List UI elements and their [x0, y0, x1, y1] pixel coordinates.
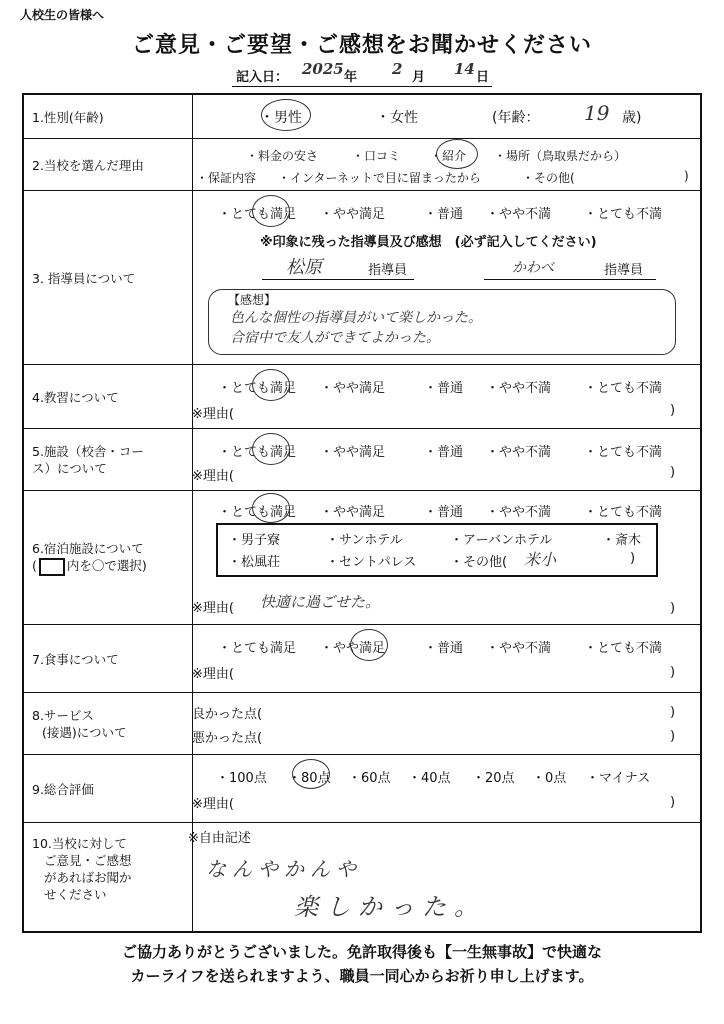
q2-referral-circle [436, 139, 478, 169]
footer-message [0, 940, 724, 988]
q7-row [24, 624, 700, 693]
q8-good-close: ) [670, 705, 676, 720]
q10-label-line3: があればお聞か [44, 870, 132, 885]
q10-free-label: ※自由記述 [188, 831, 251, 846]
q6-lodging-saint-palace[interactable]: ・セントパレス [326, 555, 417, 570]
q6-label-line1: 6.宿泊施設について [32, 541, 144, 557]
q7-label: 7.食事について [24, 625, 193, 693]
q7-scale-dissatisfied[interactable]: ・やや不満 [486, 641, 552, 656]
q9-score-20[interactable]: ・20点 [472, 771, 515, 786]
form-title: ご意見・ご要望・ご感想をお聞かせください [131, 33, 592, 58]
q2-label: 2.当校を選んだ理由 [24, 139, 193, 191]
q9-score-40[interactable]: ・40点 [408, 771, 451, 786]
q2-option-other[interactable]: ・その他( [522, 171, 575, 185]
q9-score-60[interactable]: ・60点 [348, 771, 391, 786]
date-day-unit: 日 [476, 70, 490, 85]
q1-male-option[interactable]: ・男性 [260, 110, 302, 126]
q3-instructor2-name[interactable]: かわべ [512, 260, 554, 276]
q5-scale-neutral[interactable]: ・普通 [424, 445, 464, 460]
q6-other-close: ) [630, 551, 636, 566]
q9-score-minus[interactable]: ・マイナス [586, 771, 651, 786]
q5-label-line2: ス）について [32, 461, 107, 476]
q7-scale-very-dissatisfied[interactable]: ・とても不満 [584, 641, 663, 656]
q2-option-referral[interactable]: ・紹介 [430, 149, 467, 163]
q3-impression-label: 【感想】 [228, 293, 277, 307]
q3-scale-very-dissatisfied[interactable]: ・とても不満 [584, 207, 663, 222]
date-month: 2 [392, 60, 403, 78]
q3-instructor2-suffix: 指導員 [604, 263, 644, 278]
q8-label [24, 693, 193, 755]
q10-row [24, 822, 700, 932]
q4-label: 4.教習について [24, 365, 193, 429]
q3-instructor1-underline [262, 279, 414, 280]
q5-scale-very-satisfied[interactable]: ・とても満足 [218, 445, 297, 460]
q7-reason-label[interactable]: ※理由( [192, 667, 234, 682]
q3-note: ※印象に残った指導員及び感想 (必ず記入してください) [260, 235, 597, 250]
q9-label: 9.総合評価 [24, 755, 193, 823]
q6-other-value[interactable]: 米小 [524, 550, 557, 569]
q4-scale-very-dissatisfied[interactable]: ・とても不満 [584, 381, 663, 396]
q4-reason-close: ) [670, 403, 676, 418]
q2-option-location[interactable]: ・場所（鳥取県だから） [494, 149, 627, 163]
q6-lodging-shofuso[interactable]: ・松風荘 [228, 555, 281, 570]
q9-row [24, 754, 700, 823]
q1-female-option[interactable]: ・女性 [376, 110, 418, 126]
q5-scale-very-dissatisfied[interactable]: ・とても不満 [584, 445, 663, 460]
date-label: 記入日： [236, 70, 289, 85]
q3-instructor2-underline [484, 279, 656, 280]
q3-row [24, 190, 700, 365]
q6-reason-label[interactable]: ※理由( [192, 601, 234, 616]
date-year: 2025 [302, 60, 344, 78]
q3-instructor1-suffix: 指導員 [368, 263, 408, 278]
q5-row [24, 428, 700, 491]
recipient-header: 人校生の皆様へ [20, 8, 105, 22]
q8-row [24, 692, 700, 755]
q4-scale-satisfied[interactable]: ・やや満足 [320, 381, 386, 396]
q3-impression-line1: 色んな個性の指導員がいて楽しかった。 [230, 310, 482, 326]
q8-bad-label[interactable]: 悪かった点( [192, 731, 263, 746]
q5-scale-dissatisfied[interactable]: ・やや不満 [486, 445, 552, 460]
q3-instructor1-name[interactable]: 松原 [286, 257, 322, 278]
q7-selected-circle [350, 629, 388, 661]
q8-label-line1: 8.サービス [32, 708, 94, 723]
q7-reason-close: ) [670, 665, 676, 680]
q6-label-line2: ( 内を〇で選択) [32, 557, 147, 576]
q6-label [24, 491, 193, 625]
q2-option-warranty[interactable]: ・保証内容 [196, 171, 257, 185]
q6-reason-close: ) [670, 601, 676, 616]
q9-score-100[interactable]: ・100点 [216, 771, 267, 786]
survey-form [22, 93, 702, 933]
q9-reason-close: ) [670, 795, 676, 810]
q1-male-circle [261, 99, 311, 131]
q4-selected-circle [252, 369, 290, 401]
q10-free-line1[interactable]: なんやかんや [206, 857, 362, 881]
q4-scale-neutral[interactable]: ・普通 [424, 381, 464, 396]
q10-label [24, 823, 193, 932]
q6-selected-circle [252, 493, 290, 523]
q5-label-line1: 5.施設（校舎・コー [32, 444, 144, 459]
footer-line1: ご協力ありがとうございました。免許取得後も【一生無事故】で快適な [121, 943, 602, 961]
q2-other-close: ) [684, 169, 689, 183]
q5-selected-circle [252, 433, 290, 465]
footer-line2: カーライフを送られますよう、職員一同心からお祈り申し上げます。 [130, 967, 594, 985]
q10-label-line4: せください [44, 887, 107, 902]
q3-impression-line2: 合宿中で友人ができてよかった。 [230, 330, 440, 346]
q6-reason-value: 快適に過ごせた。 [260, 593, 381, 611]
q3-selected-circle [252, 195, 290, 227]
q6-scale-satisfied[interactable]: ・やや満足 [320, 505, 386, 520]
q6-lodging-sun-hotel[interactable]: ・サンホテル [326, 533, 403, 548]
q8-label-line2: (接遇)について [42, 725, 127, 740]
q10-free-line2[interactable]: 楽しかった。 [294, 893, 486, 921]
date-month-unit: 月 [412, 70, 426, 85]
q2-option-reviews[interactable]: ・口コミ [352, 149, 401, 163]
date-field[interactable] [232, 60, 492, 87]
q2-option-price[interactable]: ・料金の安さ [246, 149, 319, 163]
q10-label-line2: ご意見・ご感想 [44, 853, 132, 868]
q1-row [24, 95, 700, 138]
q4-scale-very-satisfied[interactable]: ・とても満足 [218, 381, 297, 396]
q10-label-line1: 10.当校に対して [32, 836, 127, 851]
q6-scale-very-dissatisfied[interactable]: ・とても不満 [584, 505, 663, 520]
q9-score-0[interactable]: ・0点 [532, 771, 567, 786]
q8-bad-close: ) [670, 729, 676, 744]
q5-scale-satisfied[interactable]: ・やや満足 [320, 445, 386, 460]
q7-scale-neutral[interactable]: ・普通 [424, 641, 464, 656]
q6-lodging-box [216, 523, 658, 577]
q6-lodging-saiki[interactable]: ・斎木 [602, 533, 642, 548]
q4-scale-dissatisfied[interactable]: ・やや不満 [486, 381, 552, 396]
q6-lodging-male-dorm[interactable]: ・男子寮 [228, 533, 281, 548]
q2-option-internet[interactable]: ・インターネットで目に留まったから [278, 171, 481, 185]
q7-scale-satisfied[interactable]: ・やや満足 [320, 641, 386, 656]
q6-scale-dissatisfied[interactable]: ・やや不満 [486, 505, 552, 520]
q4-row [24, 364, 700, 429]
q2-row [24, 138, 700, 191]
date-year-unit: 年 [344, 70, 358, 85]
q6-scale-very-satisfied[interactable]: ・とても満足 [218, 505, 297, 520]
q3-scale-satisfied[interactable]: ・やや満足 [320, 207, 386, 222]
q3-scale-very-satisfied[interactable]: ・とても満足 [218, 207, 297, 222]
q1-age-unit: 歳) [622, 110, 642, 126]
q3-scale-dissatisfied[interactable]: ・やや不満 [486, 207, 552, 222]
q3-label: 3. 指導員について [24, 191, 193, 365]
q1-age-label: (年齢： [492, 110, 540, 126]
q8-good-label[interactable]: 良かった点( [192, 707, 263, 722]
box-icon [39, 558, 65, 576]
q6-scale-neutral[interactable]: ・普通 [424, 505, 464, 520]
q7-scale-very-satisfied[interactable]: ・とても満足 [218, 641, 297, 656]
q9-score-80[interactable]: ・80点 [288, 771, 331, 786]
q5-reason-label[interactable]: ※理由( [192, 469, 234, 484]
q9-reason-label[interactable]: ※理由( [192, 797, 234, 812]
q6-lodging-urban-hotel[interactable]: ・アーバンホテル [450, 533, 553, 548]
q6-row [24, 490, 700, 625]
q5-label [24, 429, 193, 491]
q6-lodging-other[interactable]: ・その他( [450, 555, 508, 570]
q1-age-value[interactable]: 19 [584, 101, 610, 125]
q3-scale-neutral[interactable]: ・普通 [424, 207, 464, 222]
q9-selected-circle [292, 759, 330, 789]
q4-reason-label[interactable]: ※理由( [192, 407, 234, 422]
q1-label: 1.性別(年齢) [24, 95, 193, 138]
q5-reason-close: ) [670, 465, 676, 480]
date-day: 14 [454, 60, 475, 78]
